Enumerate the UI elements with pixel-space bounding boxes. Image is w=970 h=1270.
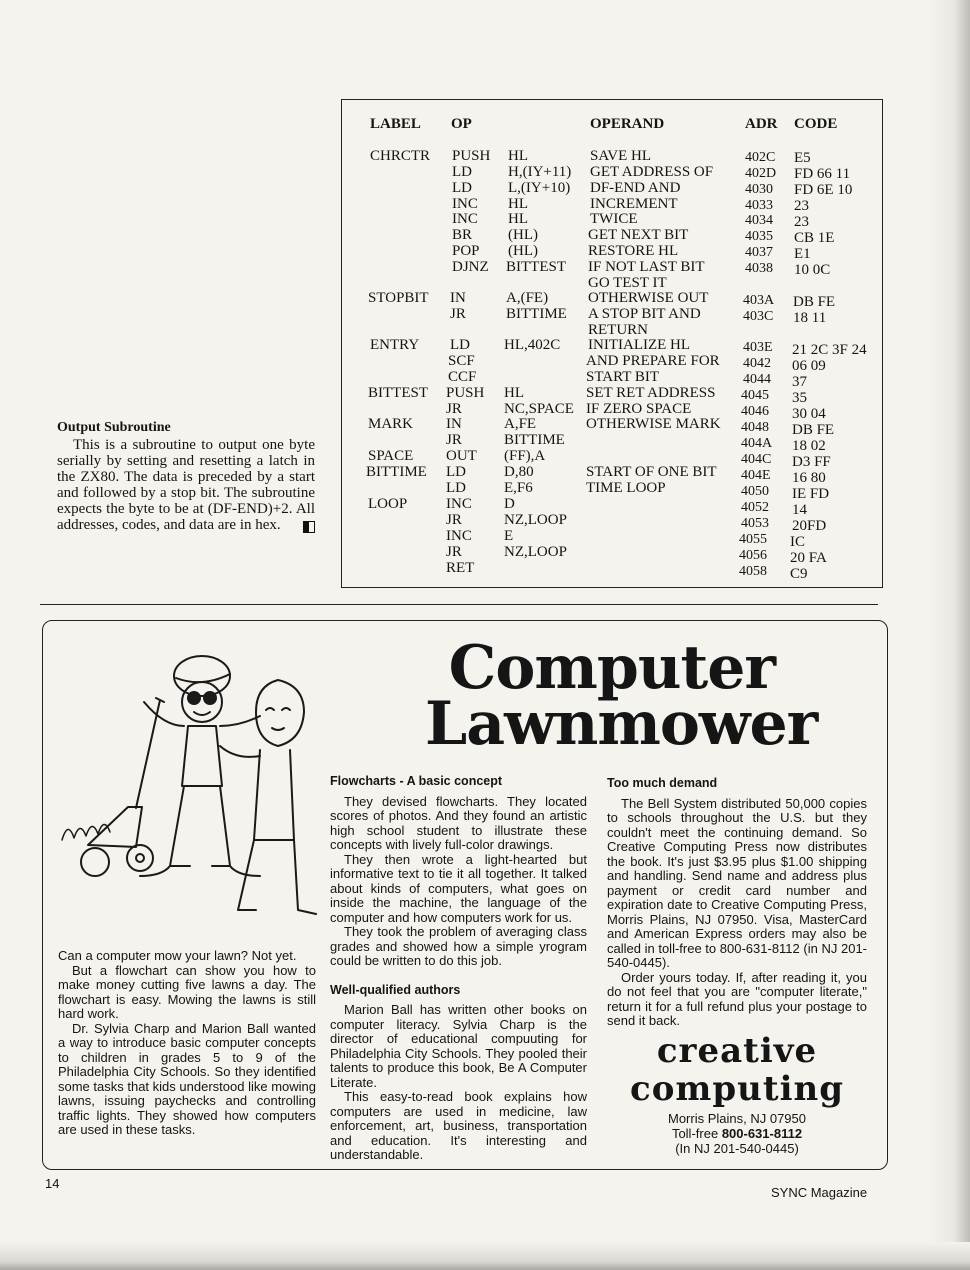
code: FD 66 11 (794, 166, 851, 182)
header-operand: OPERAND (590, 116, 665, 132)
ad-paragraph: Can a computer mow your lawn? Not yet. (58, 948, 297, 963)
arg: D (504, 496, 515, 512)
op: CCF (448, 369, 477, 385)
comment: GET ADDRESS OF (590, 164, 714, 180)
code: CB 1E (794, 230, 835, 246)
op: BR (452, 227, 473, 243)
code: DB FE (793, 294, 836, 310)
label-chrctr: CHRCTR (370, 148, 431, 164)
arg: A,FE (504, 416, 537, 432)
address: 4044 (743, 372, 771, 387)
address: 4052 (741, 500, 769, 515)
arg: E,F6 (504, 480, 533, 496)
address: 4037 (745, 245, 773, 260)
op: LD (452, 164, 472, 180)
comment: AND PREPARE FOR (586, 353, 720, 369)
comment: OTHERWISE MARK (586, 416, 721, 432)
op: INC (446, 528, 472, 544)
op: INC (446, 496, 472, 512)
code: 18 02 (792, 438, 826, 454)
arg: BITTEST (506, 259, 566, 275)
address: 4050 (741, 484, 769, 499)
arg: E (504, 528, 514, 544)
code: 06 09 (792, 358, 826, 374)
comment: GO TEST IT (588, 275, 667, 291)
ad-right-column (607, 776, 867, 1029)
logo-line1: creative (656, 1031, 818, 1071)
label-bittime: BITTIME (366, 464, 427, 480)
op: JR (450, 306, 466, 322)
ad-title (425, 633, 818, 759)
arg: L,(IY+10) (508, 180, 571, 196)
address: 403E (743, 340, 773, 355)
arg: NC,SPACE (504, 401, 574, 417)
comment: IF NOT LAST BIT (588, 259, 705, 275)
label-mark: MARK (368, 416, 414, 432)
arg: (HL) (508, 243, 538, 259)
code: 37 (792, 374, 807, 390)
tollfree-number: 800-631-8112 (721, 1126, 803, 1141)
code: D3 FF (792, 454, 831, 470)
cartoon-illustration (60, 640, 330, 940)
comment: IF ZERO SPACE (586, 401, 692, 417)
arg: HL,402C (504, 337, 561, 353)
op: SCF (448, 353, 475, 369)
code: C9 (790, 566, 808, 582)
ad-paragraph: Order yours today. If, after reading it, you do not feel that you are "computer literate," return it for a full refund plus your postage to send it back. (607, 969, 867, 1028)
page-bottom-shadow (0, 1242, 970, 1270)
code: 23 (794, 214, 809, 230)
page-edge-shadow (930, 0, 970, 1270)
op: INC (452, 196, 478, 212)
subroutine-title: Output Subroutine (57, 420, 171, 435)
flowcharts-heading: Flowcharts - A basic concept (330, 774, 503, 788)
end-mark-icon (303, 521, 315, 533)
op: LD (450, 337, 470, 353)
op: JR (446, 432, 462, 448)
subroutine-body (57, 437, 315, 533)
address: 4046 (741, 404, 769, 419)
code: E5 (794, 150, 811, 166)
ad-intro-column (58, 949, 316, 1138)
header-op: OP (451, 116, 472, 132)
comment: A STOP BIT AND (588, 306, 701, 322)
label-loop: LOOP (368, 496, 408, 512)
address: 4058 (739, 564, 767, 579)
code: DB FE (792, 422, 835, 438)
op: LD (446, 480, 466, 496)
contact-info (637, 1111, 837, 1156)
comment: INCREMENT (590, 196, 678, 212)
arg: NZ,LOOP (504, 512, 567, 528)
code: 10 0C (794, 262, 831, 278)
section-divider (40, 604, 878, 605)
arg: HL (508, 148, 528, 164)
header-code: CODE (794, 116, 838, 132)
header-adr: ADR (745, 116, 778, 132)
address: 4033 (745, 198, 773, 213)
ad-paragraph: Marion Ball has written other books on computer literacy. Sylvia Charp is the director of educational compuuting for Philadelphia City Schools. They pooled their talents to produce this book, Be A Computer Literate. (330, 1002, 587, 1090)
ad-paragraph: They then wrote a light-hearted but informative text to tie it all together. It talked about kinds of computers, what goes on inside the machine, the language of the computer and how computers work for us. (330, 851, 587, 925)
address: 4056 (739, 548, 767, 563)
magazine-name: SYNC Magazine (771, 1185, 868, 1200)
address: 4055 (739, 532, 767, 547)
op: IN (450, 290, 466, 306)
comment: INITIALIZE HL (588, 337, 691, 353)
label-bittest: BITTEST (368, 385, 428, 401)
address: 404A (741, 436, 773, 451)
comment: START BIT (586, 369, 660, 385)
arg: A,(FE) (506, 290, 549, 306)
comment: RESTORE HL (588, 243, 679, 259)
arg: BITTIME (506, 306, 567, 322)
address: 402C (745, 150, 776, 165)
address: 404E (741, 468, 771, 483)
label-entry: ENTRY (370, 337, 420, 353)
address: 403C (743, 309, 774, 324)
tollfree-label: Toll-free (671, 1126, 719, 1141)
op: IN (446, 416, 462, 432)
authors-heading: Well-qualified authors (330, 982, 461, 997)
code: FD 6E 10 (794, 182, 853, 198)
code: 16 80 (792, 470, 826, 486)
arg: H,(IY+11) (508, 164, 572, 180)
ad-paragraph: Dr. Sylvia Charp and Marion Ball wanted a way to introduce basic computer concepts to children in grades 5 to 9 of the Philadelphia City Schools. So they identified some tasks that kids understood like mowing lawns, issuing paychecks and controlling traffic lights. They showed how computers are used in these tasks. (58, 1020, 316, 1137)
op: POP (452, 243, 480, 259)
comment: RETURN (588, 322, 648, 338)
comment: TWICE (590, 211, 638, 227)
comment: START OF ONE BIT (586, 464, 717, 480)
arg: BITTIME (504, 432, 565, 448)
creative-computing-logo (617, 1032, 857, 1108)
address: 403A (743, 293, 775, 308)
code: 18 11 (793, 310, 827, 326)
code: 20FD (792, 518, 827, 534)
arg: (FF),A (504, 448, 546, 464)
code: 21 2C 3F 24 (792, 342, 867, 358)
address: 4035 (745, 229, 773, 244)
code: IC (790, 534, 805, 550)
address: 4034 (745, 213, 773, 228)
contact-tollfree (637, 1126, 837, 1141)
op: OUT (446, 448, 477, 464)
comment: OTHERWISE OUT (588, 290, 709, 306)
label-space: SPACE (368, 448, 414, 464)
contact-nj: (In NJ 201-540-0445) (675, 1141, 799, 1156)
arg: HL (504, 385, 524, 401)
ad-paragraph: This easy-to-read book explains how computers are used in medicine, law enforcement, art, business, transportation and education. It's interesting and understandable. (330, 1089, 587, 1162)
demand-heading: Too much demand (607, 776, 718, 790)
ad-title-line1: Computer (448, 633, 775, 703)
arg: HL (508, 196, 528, 212)
code: 20 FA (790, 550, 827, 566)
code: 23 (794, 198, 809, 214)
op: JR (446, 512, 462, 528)
address: 4045 (741, 388, 769, 403)
op: RET (446, 560, 475, 576)
op: JR (446, 544, 462, 560)
ad-paragraph: They took the problem of averaging class grades and showed how a simple yrogram could be written to do this job. (330, 924, 587, 968)
arg: (HL) (508, 227, 538, 243)
comment: SET RET ADDRESS (586, 385, 716, 401)
ad-paragraph: The Bell System distributed 50,000 copies to schools throughout the U.S. but they couldn't meet the continuing demand. So Creative Computing Press now distributes the book. It's just $3.95 plus $1.00 shipping and handling. Send name and address plus payment or credit card number and expiration date to Creative Computing Press, Morris Plains, NJ 07950. Visa, MasterCard and American Express orders may also be called in toll-free to 800-631-8112 (in NJ 201-540-0445). (607, 795, 867, 970)
subroutine-description (57, 420, 315, 533)
assembly-listing (341, 99, 883, 588)
code: IE FD (792, 486, 830, 502)
op: JR (446, 401, 462, 417)
comment: TIME LOOP (586, 480, 666, 496)
address: 402D (745, 166, 777, 181)
address: 4042 (743, 356, 771, 371)
ad-paragraph: They devised flowcharts. They located scores of photos. And they found an artistic high school student to illustrate these concepts with lively full-color drawings. (330, 793, 587, 852)
page-number: 14 (45, 1176, 60, 1191)
ad-paragraph: But a flowchart can show you how to make money cutting five lawns a day. The flowchart is easy. Mowing the lawns is still hard work. (58, 962, 316, 1021)
address: 4030 (745, 182, 773, 197)
op: PUSH (446, 385, 485, 401)
code: 30 04 (792, 406, 826, 422)
op: LD (446, 464, 466, 480)
header-label: LABEL (370, 116, 421, 132)
arg: D,80 (504, 464, 534, 480)
ad-title-line2: Lawnmower (425, 689, 818, 759)
code: 35 (792, 390, 807, 406)
contact-address: Morris Plains, NJ 07950 (668, 1111, 806, 1126)
op: DJNZ (452, 259, 489, 275)
logo-line2: computing (630, 1069, 844, 1109)
op: INC (452, 211, 478, 227)
comment: SAVE HL (590, 148, 651, 164)
address: 4053 (741, 516, 769, 531)
arg: NZ,LOOP (504, 544, 567, 560)
label-stopbit: STOPBIT (368, 290, 429, 306)
comment: DF-END AND (590, 180, 681, 196)
subroutine-body-text: This is a subroutine to output one byte serially by setting and resetting a latch in the ZX80. The data is preceded by a start and followed by a stop bit. The subroutine expects the byte to be at (DF-END)+2. All addresses, codes, and data are in hex. (57, 437, 315, 533)
arg: HL (508, 211, 528, 227)
address: 404C (741, 452, 772, 467)
code: E1 (794, 246, 811, 262)
address: 4038 (745, 261, 773, 276)
code: 14 (792, 502, 807, 518)
comment: GET NEXT BIT (588, 227, 689, 243)
ad-middle-column (330, 774, 587, 1163)
op: LD (452, 180, 472, 196)
address: 4048 (741, 420, 769, 435)
op: PUSH (452, 148, 491, 164)
